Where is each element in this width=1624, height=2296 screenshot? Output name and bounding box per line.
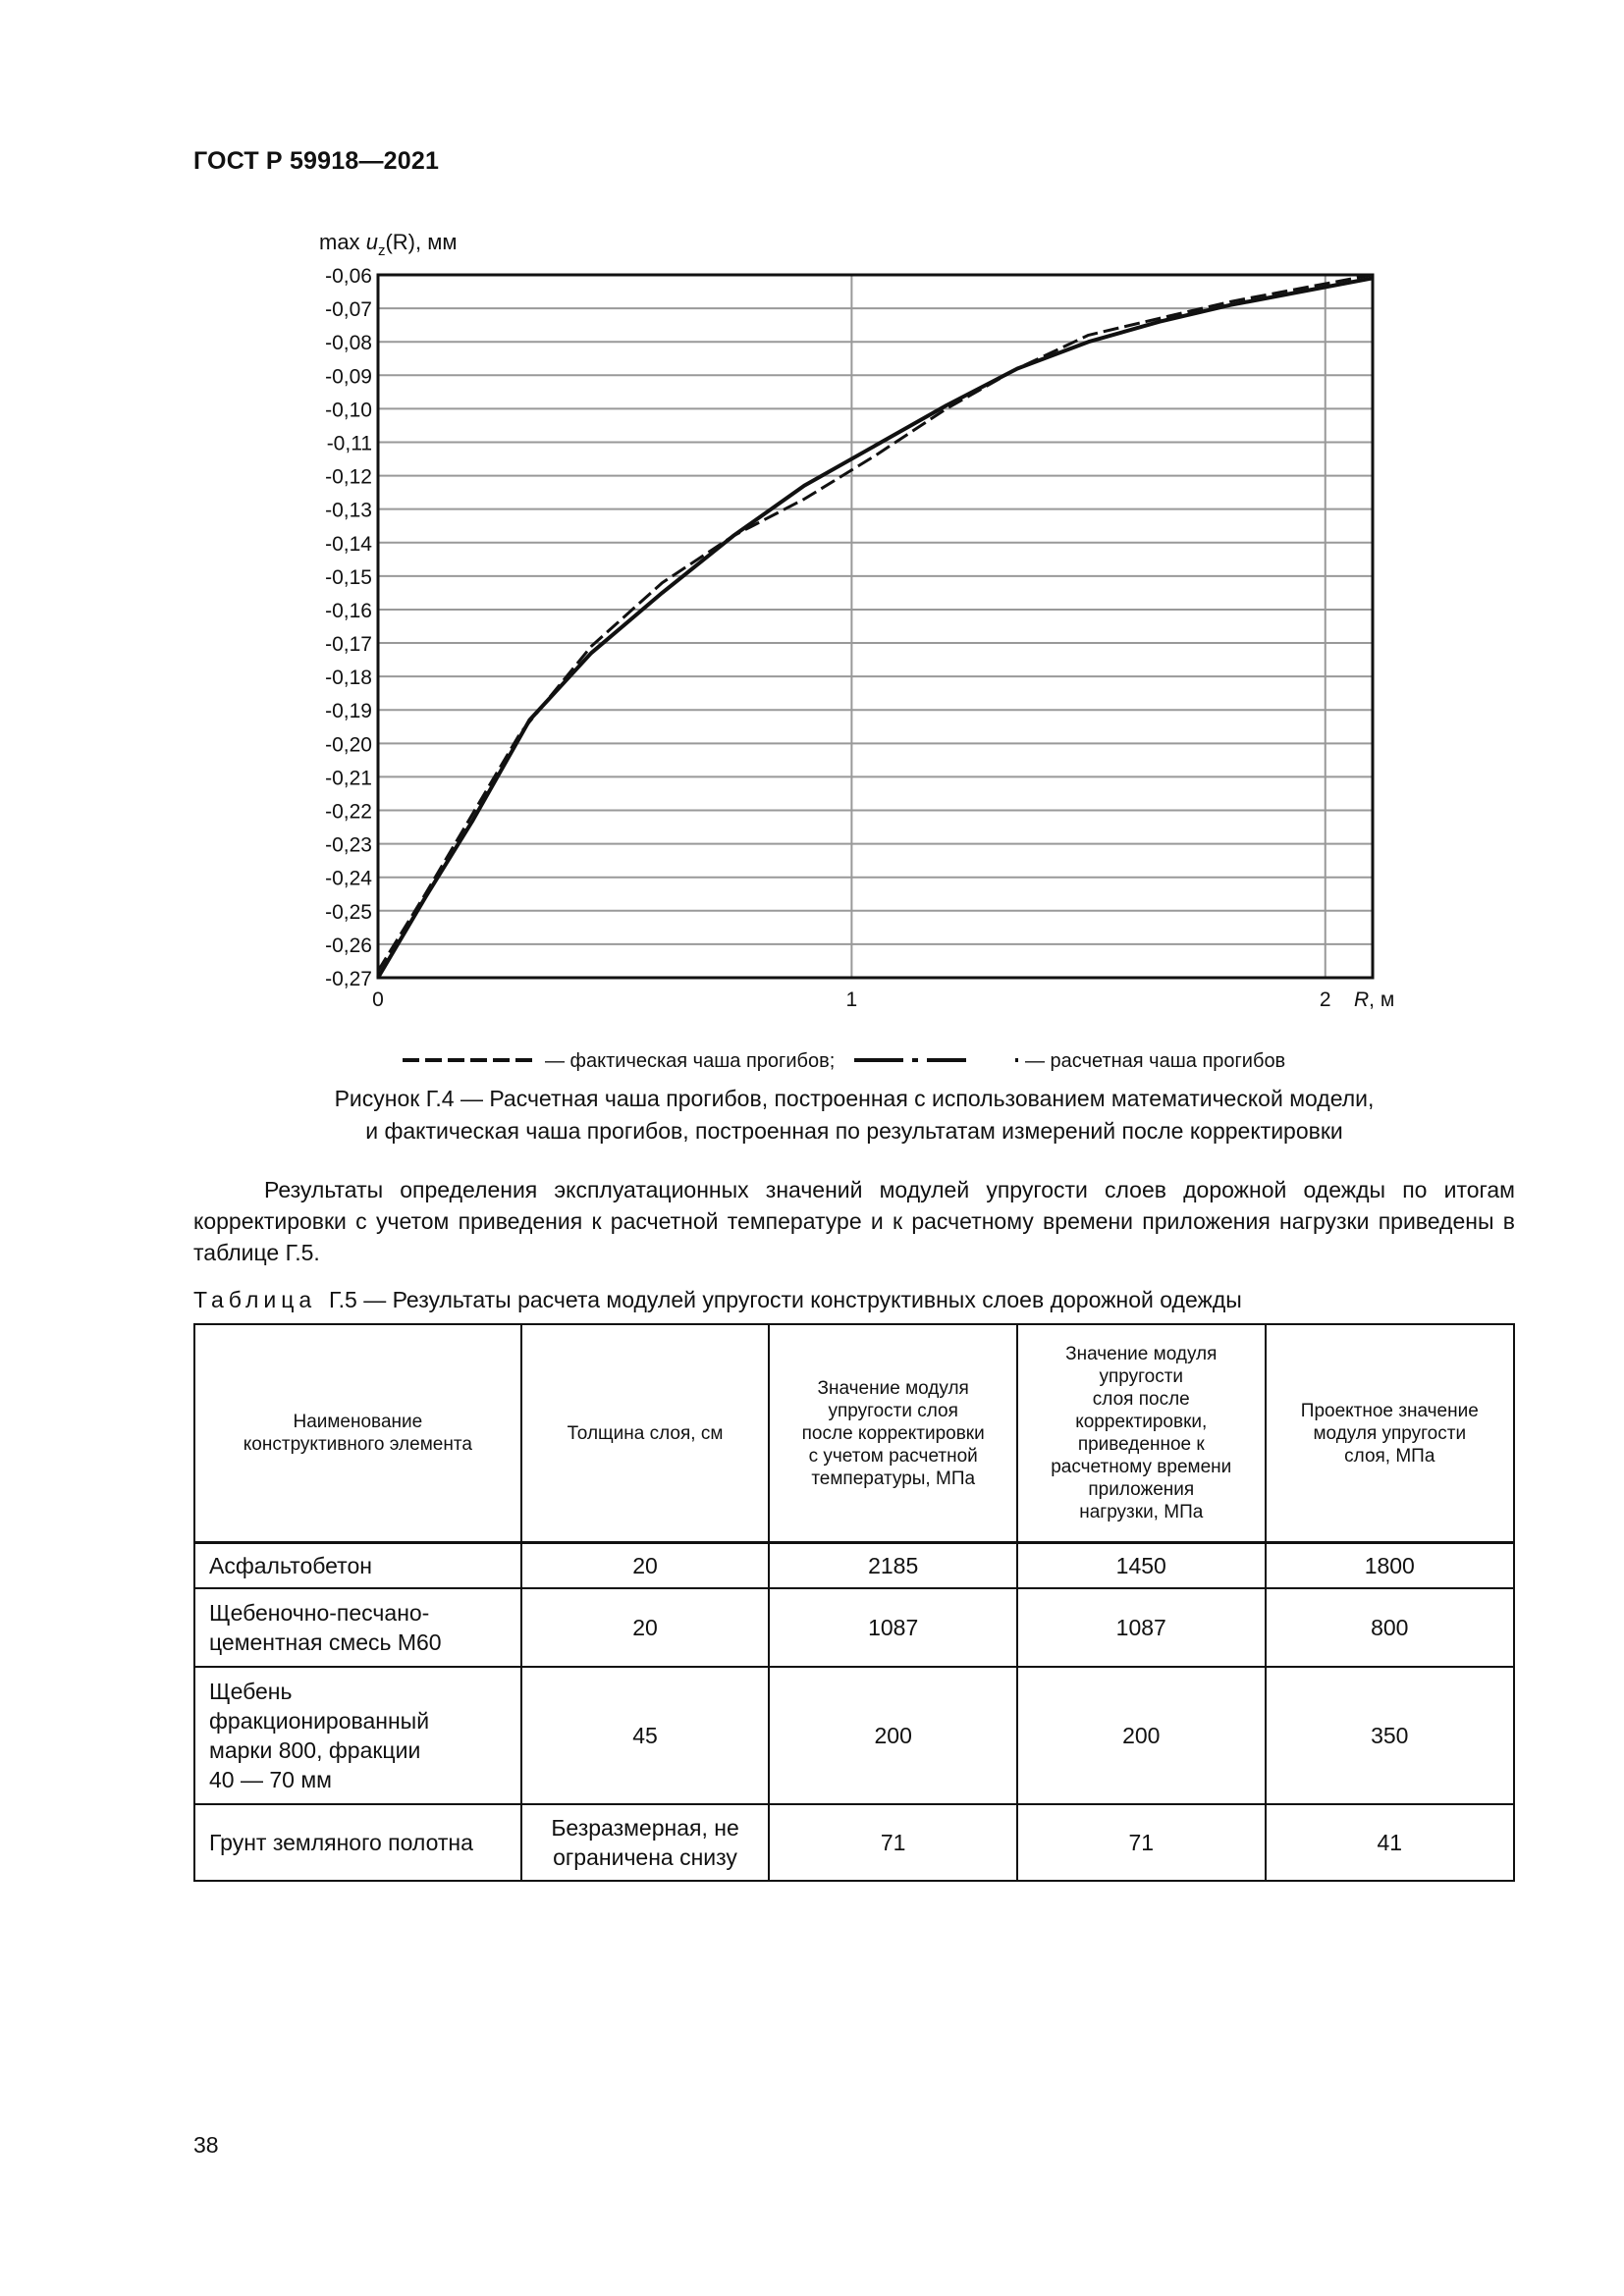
table-cell: 350	[1266, 1667, 1514, 1804]
y-tick-label: -0,06	[325, 265, 372, 288]
table-cell: 71	[1017, 1804, 1266, 1881]
y-tick-label: -0,16	[325, 599, 372, 622]
document-header: ГОСТ Р 59918—2021	[193, 147, 440, 175]
table-cell: 20	[521, 1588, 770, 1667]
table-cell: 20	[521, 1543, 770, 1588]
table-title-text: Г.5 — Результаты расчета модулей упругости конструктивных слоев дорожной одежды	[328, 1287, 1242, 1312]
y-tick-label: -0,21	[325, 767, 372, 790]
table-row	[194, 1667, 1514, 1804]
header-cell: Значение модуля упругости слоя после корректировки с учетом расчетной температуры, МПа	[769, 1324, 1017, 1543]
y-tick-label: -0,10	[325, 399, 372, 422]
y-tick-label: -0,18	[325, 667, 372, 690]
x-tick-label: 1	[845, 988, 858, 1011]
x-tick-label: 0	[372, 988, 384, 1011]
y-tick-label: -0,27	[325, 968, 372, 990]
y-tick-label: -0,23	[325, 833, 372, 857]
table-header-row	[194, 1324, 1514, 1543]
table-cell: 1087	[1017, 1588, 1266, 1667]
table-cell: 45	[521, 1667, 770, 1804]
y-tick-label: -0,22	[325, 800, 372, 824]
table-cell: 800	[1266, 1588, 1514, 1667]
y-tick-label: -0,25	[325, 900, 372, 924]
y-tick-label: -0,08	[325, 332, 372, 355]
y-tick-label: -0,17	[325, 633, 372, 657]
table-cell: Щебень фракционированный марки 800, фракции 40 — 70 мм	[194, 1667, 521, 1804]
table-cell: 1800	[1266, 1543, 1514, 1588]
y-axis-title: $\max u_z(R)$, мм	[319, 230, 458, 259]
header-cell: Толщина слоя, см	[521, 1324, 770, 1543]
x-tick-label: 2	[1319, 988, 1331, 1011]
body-paragraph: Результаты определения эксплуатационных значений модулей упругости слоев дорожной одежды по итогам корректировки с учетом приведения к расчетной температуре и к расчетному времени приложения нагрузки приведены в таблице Г.5.	[193, 1177, 1515, 1265]
table-cell: 41	[1266, 1804, 1514, 1881]
table-cell: 200	[1017, 1667, 1266, 1804]
plot-frame	[378, 275, 1373, 978]
table-row	[194, 1588, 1514, 1667]
y-tick-label: -0,11	[326, 432, 372, 455]
y-tick-label: -0,14	[325, 532, 372, 556]
y-tick-label: -0,24	[325, 867, 372, 890]
legend-label-measured: — фактическая чаша прогибов;	[545, 1050, 836, 1072]
chart-legend	[403, 1050, 1285, 1072]
table-cell: Грунт земляного полотна	[194, 1804, 521, 1881]
y-tick-label: -0,09	[325, 365, 372, 389]
table-title	[193, 1287, 1242, 1313]
table-row	[194, 1543, 1514, 1588]
header-cell: Проектное значение модуля упругости слоя, МПа	[1266, 1324, 1514, 1543]
y-tick-label: -0,12	[325, 465, 372, 489]
y-tick-label: -0,26	[325, 934, 372, 957]
x-axis-title: R, м	[1354, 988, 1395, 1011]
table-row	[194, 1804, 1514, 1881]
header-cell: Значение модуля упругости слоя после корректировки, приведенное к расчетному времени приложения нагрузки, МПа	[1017, 1324, 1266, 1543]
header-cell: Наименование конструктивного элемента	[194, 1324, 521, 1543]
table-cell: 200	[769, 1667, 1017, 1804]
figure-caption	[193, 1083, 1515, 1148]
y-tick-label: -0,19	[325, 700, 372, 723]
figure-caption-line: Рисунок Г.4 — Расчетная чаша прогибов, построенная с использованием математической модели,	[334, 1086, 1375, 1111]
results-table	[193, 1323, 1515, 1882]
y-tick-label: -0,20	[325, 733, 372, 757]
table-cell: 1087	[769, 1588, 1017, 1667]
table-title-prefix: Таблица	[193, 1287, 317, 1312]
y-tick-label: -0,07	[325, 298, 372, 322]
table-cell: 2185	[769, 1543, 1017, 1588]
y-tick-label: -0,15	[325, 565, 372, 589]
legend-label-calculated: — расчетная чаша прогибов	[1025, 1050, 1286, 1072]
deflection-chart	[0, 0, 1624, 1080]
page-number: 38	[193, 2132, 219, 2158]
table-cell: Асфальтобетон	[194, 1543, 521, 1588]
table-cell: Безразмерная, не ограничена снизу	[521, 1804, 770, 1881]
y-tick-label: -0,13	[325, 499, 372, 522]
calculated-deflection-line	[378, 278, 1373, 978]
table-cell: Щебеночно-песчано- цементная смесь М60	[194, 1588, 521, 1667]
figure-caption-line: и фактическая чаша прогибов, построенная по результатам измерений после корректировки	[365, 1118, 1343, 1144]
measured-deflection-line	[378, 275, 1373, 971]
table-cell: 1450	[1017, 1543, 1266, 1588]
table-cell: 71	[769, 1804, 1017, 1881]
